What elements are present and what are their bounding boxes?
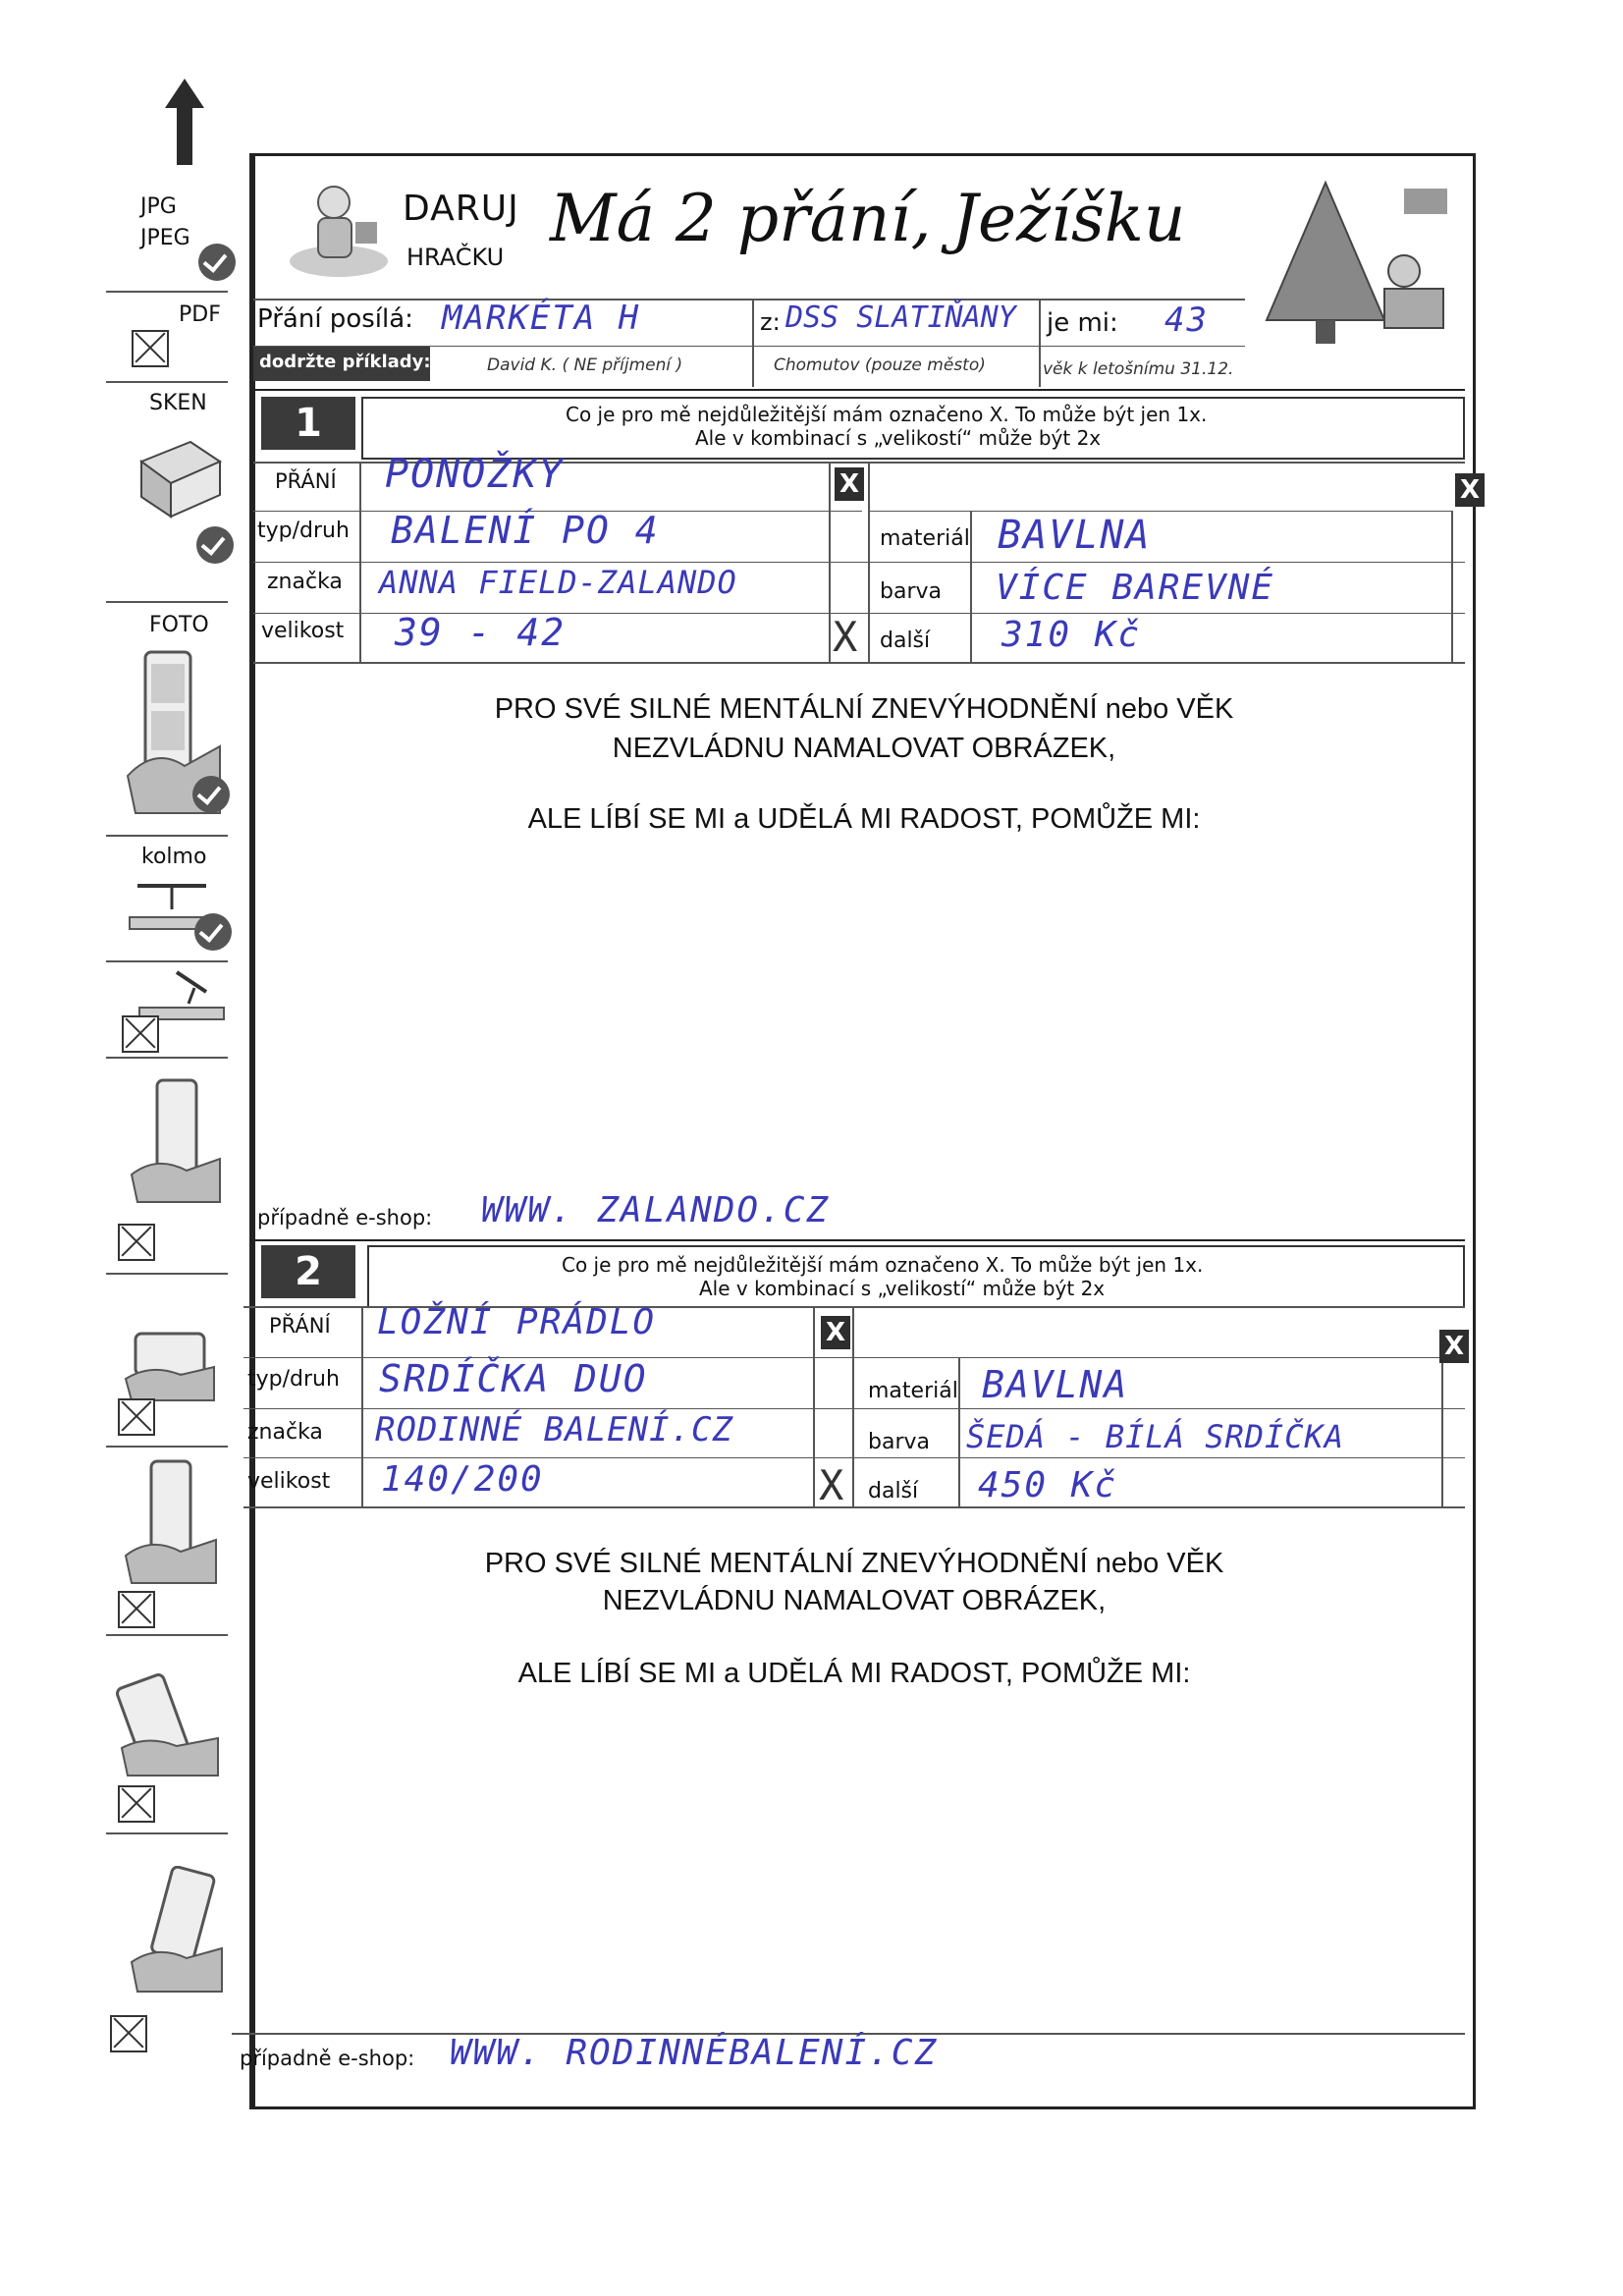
- wish2-eshop-value: WWW. RODINNÉBALENÍ.CZ: [450, 2033, 939, 2073]
- wish2-statement-line1: PRO SVÉ SILNÉ MENTÁLNÍ ZNEVÝHODNĚNÍ nebo VĚK: [484, 1548, 1224, 1579]
- from-value: DSS SLATIŇANY: [785, 301, 1016, 335]
- examples-label: dodržte příklady:: [259, 352, 431, 372]
- wish2-barva-value: ŠEDÁ - BÍLÁ SRDÍČKA: [966, 1418, 1345, 1455]
- wish2-prani-value: LOŽNÍ PRÁDLO: [377, 1302, 657, 1342]
- kolmo-check-icon: [194, 913, 232, 951]
- wish2-prani-x: X: [821, 1316, 850, 1349]
- wish2-right-x: X: [1439, 1330, 1469, 1363]
- wish1-velikost-value: 39 - 42: [395, 611, 567, 654]
- wish2-prani-label: PŘÁNÍ: [269, 1314, 331, 1338]
- wish1-right-x: X: [1455, 473, 1485, 507]
- age-value: 43: [1164, 301, 1209, 340]
- christmas-tree-icon: [1257, 173, 1453, 350]
- wish1-typ-value: BALENÍ PO 4: [391, 509, 660, 552]
- sken-check-icon: [196, 526, 234, 564]
- wish1-number: 1: [261, 397, 355, 450]
- wish1-drawing-area[interactable]: [255, 864, 1463, 1188]
- wish1-prani-x: X: [835, 467, 864, 501]
- wish1-instruction-line2: Ale v kombinací s „velikostí“ může být 2x: [695, 426, 1102, 450]
- wish2-velikost-value: 140/200: [381, 1459, 544, 1500]
- angled-cross-icon: [122, 1015, 159, 1053]
- from-label: z:: [760, 308, 781, 336]
- logo-hracku: HRAČKU: [406, 244, 505, 271]
- wish1-statement-line3: ALE LÍBÍ SE MI a UDĚLÁ MI RADOST, POMŮŽE MI:: [527, 803, 1201, 835]
- sidebar-jpg-label: JPG: [140, 194, 177, 219]
- wish1-znacka-label: značka: [267, 570, 343, 594]
- wish2-statement-line2: NEZVLÁDNU NAMALOVAT OBRÁZEK,: [602, 1585, 1107, 1616]
- sender-label: Přání posílá:: [257, 304, 413, 334]
- wish2-material-value: BAVLNA: [982, 1363, 1129, 1406]
- wish1-eshop-value: WWW. ZALANDO.CZ: [481, 1190, 831, 1230]
- phone2-cross-icon: [118, 1398, 155, 1436]
- sidebar-jpeg-label: JPEG: [140, 226, 190, 250]
- wish1-statement-line1: PRO SVÉ SILNÉ MENTÁLNÍ ZNEVÝHODNĚNÍ nebo VĚK: [494, 693, 1234, 725]
- up-arrow-icon: [165, 79, 204, 165]
- phone-hand-icon-4: [108, 1669, 222, 1777]
- phone1-cross-icon: [118, 1224, 155, 1261]
- wish2-typ-value: SRDÍČKA DUO: [379, 1357, 648, 1400]
- phone3-cross-icon: [118, 1591, 155, 1628]
- wish1-material-value: BAVLNA: [998, 513, 1152, 558]
- jpg-check-icon: [198, 244, 236, 281]
- wish2-instruction-line2: Ale v kombinací s „velikostí“ může být 2x: [699, 1277, 1106, 1300]
- pdf-cross-icon: [132, 330, 169, 367]
- phone5-cross-icon: [110, 2015, 147, 2052]
- wish1-dalsi-label: další: [880, 629, 931, 653]
- sidebar-foto-label: FOTO: [149, 613, 209, 637]
- phone-hand-icon-2: [122, 1324, 216, 1402]
- wish2-velikost-label: velikost: [247, 1469, 331, 1494]
- wish2-drawing-area[interactable]: [255, 1719, 1463, 2023]
- wish1-instruction-line1: Co je pro mě nejdůležitější mám označeno X. To může být jen 1x.: [566, 403, 1208, 426]
- wish1-velikost-label: velikost: [261, 619, 345, 643]
- sidebar-sken-label: SKEN: [149, 391, 207, 415]
- page-title: Má 2 přání, Ježíšku: [550, 181, 1186, 256]
- sidebar-pdf-label: PDF: [179, 302, 221, 327]
- wish1-znacka-value: ANNA FIELD-ZALANDO: [379, 564, 737, 601]
- phone-hand-icon-5: [128, 1866, 226, 1994]
- phone-hand-icon-1: [128, 1076, 222, 1204]
- wish1-dalsi-value: 310 Kč: [1001, 615, 1142, 655]
- sidebar-kolmo-label: kolmo: [141, 845, 207, 869]
- wish2-velikost-mark: X: [819, 1461, 846, 1509]
- wish1-prani-label: PŘÁNÍ: [275, 469, 337, 493]
- phone4-cross-icon: [118, 1785, 155, 1823]
- wish2-statement-line3: ALE LÍBÍ SE MI a UDĚLÁ MI RADOST, POMŮŽE MI:: [517, 1658, 1191, 1689]
- wish2-dalsi-label: další: [868, 1479, 919, 1503]
- wish2-znacka-value: RODINNÉ BALENÍ.CZ: [375, 1410, 733, 1449]
- wish2-instruction-line1: Co je pro mě nejdůležitější mám označeno X. To může být jen 1x.: [562, 1253, 1204, 1277]
- wish1-eshop-label: případně e-shop:: [257, 1206, 433, 1230]
- wish1-statement-line2: NEZVLÁDNU NAMALOVAT OBRÁZEK,: [612, 733, 1116, 764]
- wish1-material-label: materiál: [880, 526, 970, 551]
- wish1-barva-value: VÍCE BAREVNÉ: [996, 568, 1275, 608]
- wish2-barva-label: barva: [868, 1430, 930, 1454]
- foto-check-icon: [192, 776, 230, 813]
- wish2-typ-label: typ/druh: [247, 1367, 340, 1392]
- wish2-number: 2: [261, 1245, 355, 1298]
- wish2-material-label: materiál: [868, 1379, 958, 1403]
- hint-city: Chomutov (pouze město): [774, 355, 986, 375]
- wish1-prani-value: PONOŽKY: [385, 452, 565, 497]
- logo-icon: [285, 173, 393, 281]
- wish2-dalsi-value: 450 Kč: [978, 1465, 1118, 1505]
- wish1-barva-label: barva: [880, 579, 942, 604]
- scanner-icon: [132, 432, 226, 520]
- phone-hand-icon-3: [122, 1457, 220, 1585]
- hint-age: věk k letošnímu 31.12.: [1043, 359, 1234, 379]
- wish2-eshop-label: případně e-shop:: [240, 2047, 415, 2070]
- logo-daruj: DARUJ: [403, 189, 519, 229]
- age-label: je mi:: [1047, 308, 1118, 338]
- wish1-velikost-mark: X: [833, 613, 860, 661]
- sender-name: MARKÉTA H: [442, 299, 641, 338]
- hint-name: David K. ( NE příjmení ): [487, 355, 683, 375]
- wish1-typ-label: typ/druh: [257, 519, 350, 543]
- wish2-znacka-label: značka: [247, 1420, 323, 1445]
